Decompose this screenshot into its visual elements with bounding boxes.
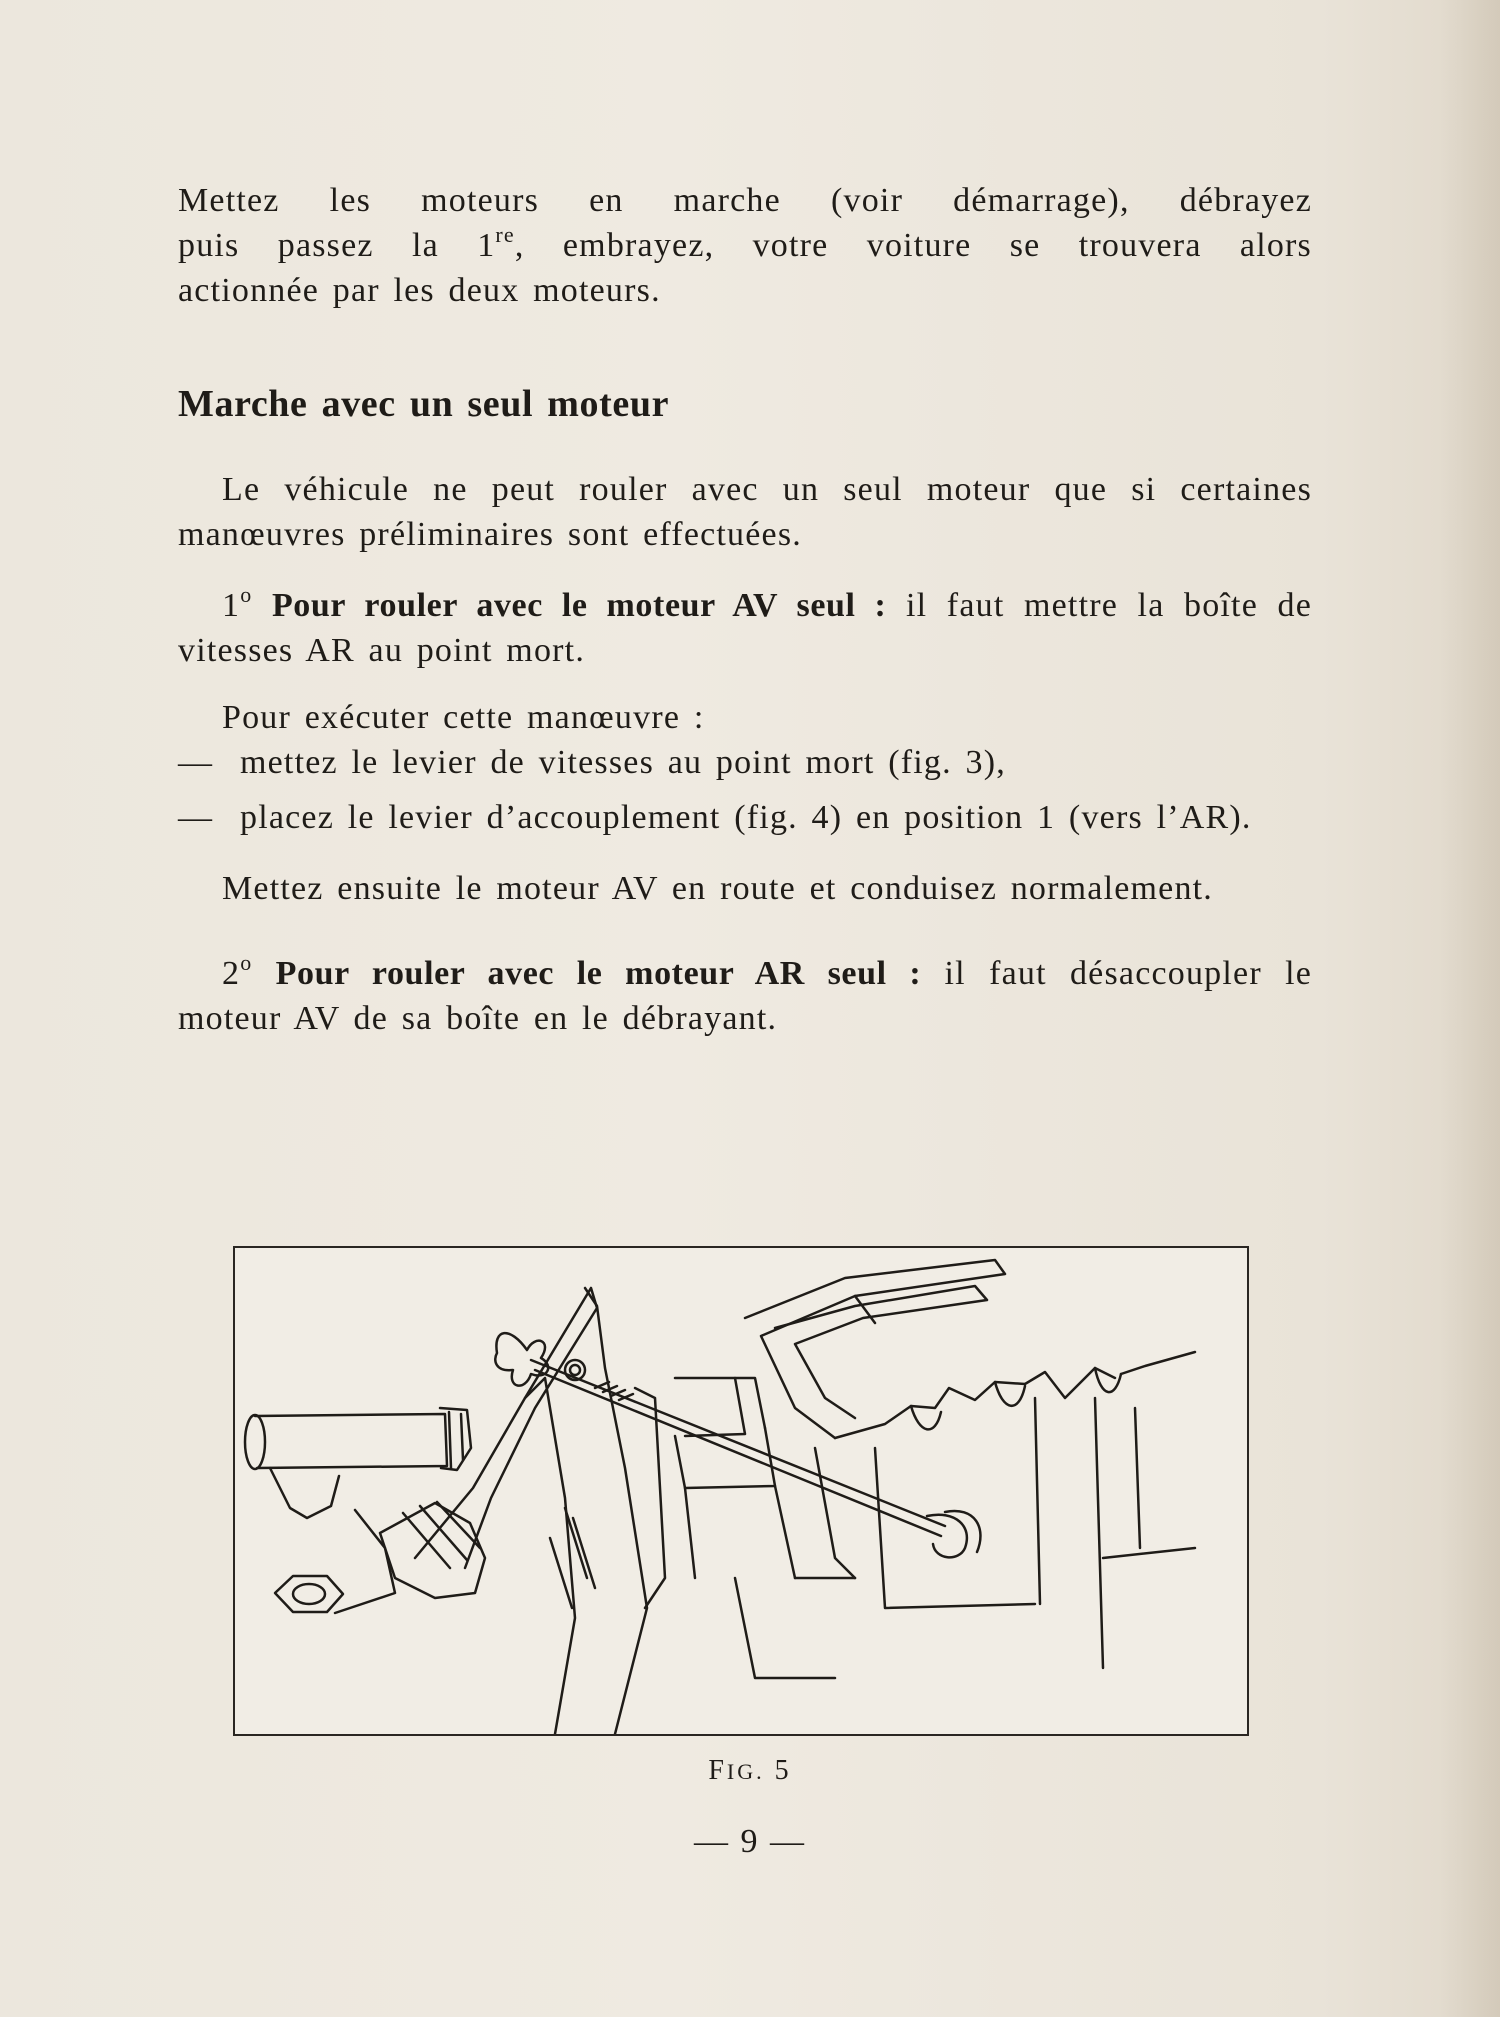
figure-5-illustration xyxy=(233,1246,1249,1736)
intro-line-2-start: puis passez la 1 xyxy=(178,227,496,264)
tube-body xyxy=(255,1414,447,1468)
right-housing xyxy=(875,1448,1035,1608)
bullet-item xyxy=(178,740,1312,785)
vertical-plate xyxy=(585,1288,647,1734)
step-2-text: il faut désaccoupler le moteur AV de sa boîte en le débrayant. xyxy=(178,955,1313,1037)
section-paragraph-1: Le véhicule ne peut rouler avec un seul moteur que si certaines manœuvres préliminaires sont effectuées. xyxy=(178,471,1312,553)
intro-line-3: actionnée par les deux moteurs. xyxy=(178,272,661,309)
intro-line-2-end: , embrayez, votre voiture se trouvera alors xyxy=(514,227,1312,264)
bullet-text: mettez le levier de vitesses au point mort (fig. 3), xyxy=(240,744,1006,781)
step-1-title: Pour rouler avec le moteur AV seul : xyxy=(271,587,887,624)
caption-initial: F xyxy=(708,1755,727,1786)
step-1-paragraph xyxy=(178,583,1312,673)
page-number: — 9 — xyxy=(694,1823,806,1860)
caption-number: 5 xyxy=(774,1755,792,1786)
section-paragraph-2: Pour exécuter cette manœuvre : xyxy=(222,699,705,736)
text-body xyxy=(178,178,1312,1041)
bullet-dash: — xyxy=(178,744,214,781)
intro-line-1: Mettez les moteurs en marche (voir démarrage), débrayez xyxy=(178,182,1312,219)
bullet-text: placez le levier d’accouplement (fig. 4) en position 1 (vers l’AR). xyxy=(240,799,1252,836)
wing-nut xyxy=(495,1333,548,1386)
step-2-number: 2 xyxy=(222,955,241,992)
bullet-item xyxy=(178,795,1312,840)
step-2-paragraph xyxy=(178,951,1312,1041)
lower-left-nut xyxy=(275,1576,343,1612)
section-paragraph-3: Mettez ensuite le moteur AV en route et conduisez normalement. xyxy=(222,870,1213,907)
ordinal-superscript: re xyxy=(495,222,515,247)
intro-paragraph xyxy=(178,178,1312,313)
step-1-number: 1 xyxy=(222,587,241,624)
step-1-text: il faut mettre la boîte de vitesses AR au point mort. xyxy=(178,587,1313,669)
caption-smallcaps: IG. xyxy=(726,1759,765,1784)
bullet-list xyxy=(178,740,1312,840)
figure-caption xyxy=(0,1755,1500,1787)
threaded-rod xyxy=(531,1360,945,1526)
step-2-title: Pour rouler avec le moteur AR seul : xyxy=(275,955,922,992)
intro-line-2 xyxy=(178,223,1312,268)
bullet-dash: — xyxy=(178,799,214,836)
step-2-ordinal: o xyxy=(240,950,253,975)
tube-end xyxy=(245,1415,265,1469)
page-edge-shadow xyxy=(1440,0,1500,2017)
engine-linkage-drawing xyxy=(235,1248,1247,1734)
section-heading: Marche avec un seul moteur xyxy=(178,383,670,425)
step-1-ordinal: o xyxy=(240,582,253,607)
